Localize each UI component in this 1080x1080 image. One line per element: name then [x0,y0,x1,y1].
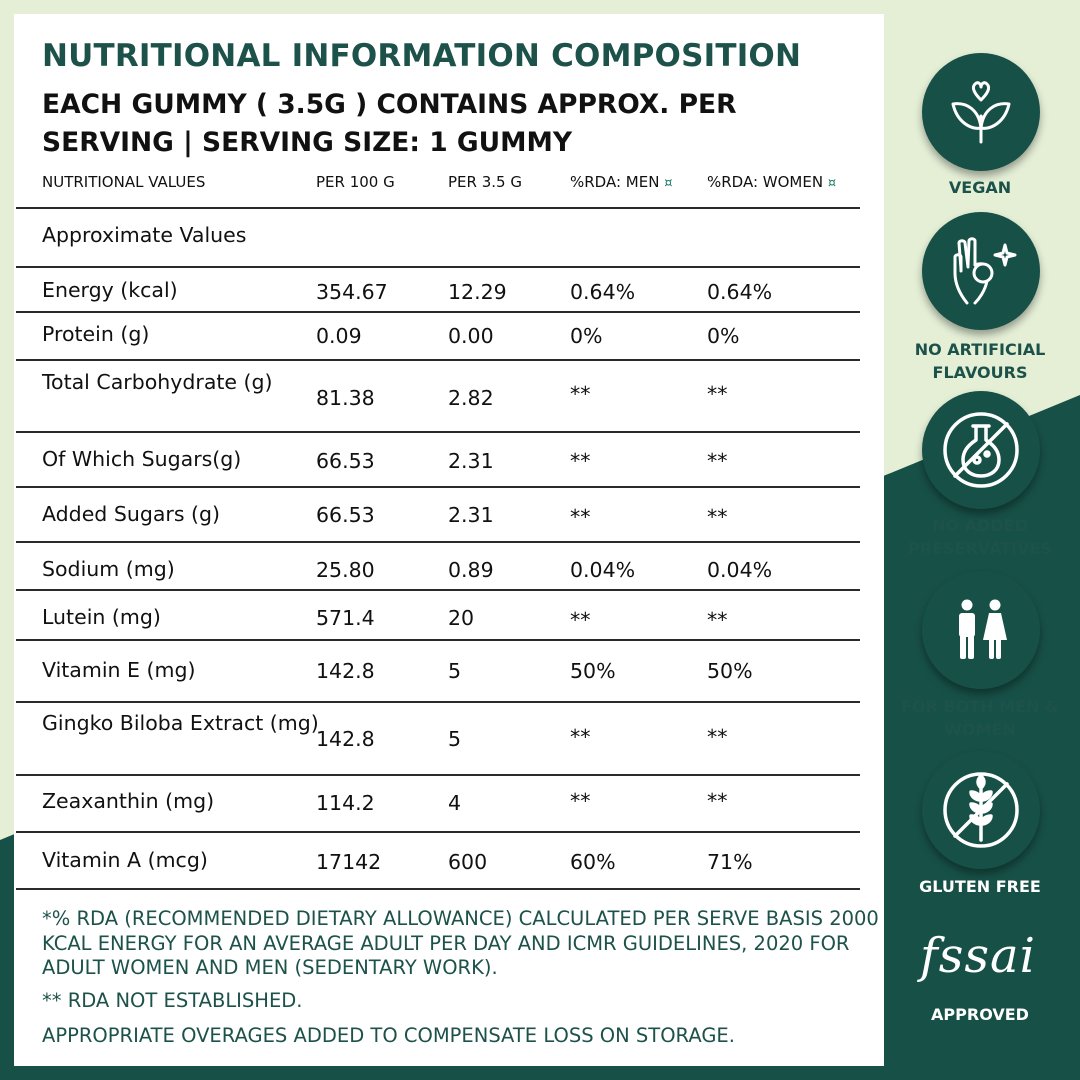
row-vitamin-e-name: Vitamin E (mg) [42,658,196,682]
row-added-sugars-rda-men: ** [570,505,591,529]
badge-vegan [922,53,1040,171]
rda-marker-icon: ¤ [664,176,673,191]
row-vitamin-a-rda-men: 60% [570,850,616,874]
row-gingko-rda-men: ** [570,725,591,749]
column-header-nutritional-values: NUTRITIONAL VALUES [42,173,206,191]
row-carbohydrate-name: Total Carbohydrate (g) [42,370,273,394]
row-zeaxanthin-per35: 4 [448,791,462,815]
row-sugars-rda-women: ** [707,449,728,473]
row-sugars-per35: 2.31 [448,449,494,473]
footnote-rda: *% RDA (RECOMMENDED DIETARY ALLOWANCE) CALCULATED PER SERVE BASIS 2000 KCAL ENERGY FOR AN AVERAGE ADULT PER DAY AND ICMR GUIDELINES, 2020 FOR ADULT WOMEN AND MEN (SEDENTARY WORK). [42,907,879,979]
table-divider [16,701,860,703]
table-divider [16,486,860,488]
column-header-rda-women-label: %RDA: WOMEN [707,173,824,191]
badge-no-added-preservatives-label: NO ADDED PRESERVATIVES [908,516,1052,558]
column-header-rda-men [570,173,672,191]
table-divider [16,541,860,543]
row-protein-name: Protein (g) [42,322,150,346]
table-divider [16,431,860,433]
row-protein-per35: 0.00 [448,324,494,348]
column-header-rda-men-label: %RDA: MEN [570,173,660,191]
ok-hand-sparkle-icon [939,229,1023,313]
badge-no-added-preservatives [922,391,1040,509]
row-protein-per100: 0.09 [316,324,362,348]
row-vitamin-e-rda-men: 50% [570,659,616,683]
row-vitamin-a-per35: 600 [448,850,488,874]
row-protein-rda-women: 0% [707,324,740,348]
table-divider [16,831,860,833]
row-zeaxanthin-rda-men: ** [570,789,591,813]
row-vitamin-e-rda-women: 50% [707,659,753,683]
row-carbohydrate-per100: 81.38 [316,386,375,410]
badge-no-artificial-flavours [922,212,1040,330]
row-energy-per35: 12.29 [448,280,507,304]
row-carbohydrate-rda-women: ** [707,382,728,406]
table-divider [16,589,860,591]
row-gingko-rda-women: ** [707,725,728,749]
no-flask-icon [939,408,1023,492]
fssai-logo: fssai [920,928,1036,984]
row-sodium-per35: 0.89 [448,558,494,582]
row-protein-rda-men: 0% [570,324,603,348]
table-divider [16,639,860,641]
fssai-approved-label: APPROVED [931,1005,1029,1024]
table-divider [16,774,860,776]
table-divider [16,359,860,361]
row-gingko-per100: 142.8 [316,727,375,751]
row-vitamin-e-per35: 5 [448,659,462,683]
row-sodium-name: Sodium (mg) [42,557,175,581]
row-sugars-per100: 66.53 [316,449,375,473]
row-energy-rda-women: 0.64% [707,280,773,304]
rda-marker-icon: ¤ [827,176,837,191]
row-added-sugars-per35: 2.31 [448,503,494,527]
row-sodium-rda-men: 0.04% [570,558,636,582]
footnote-not-established: ** RDA NOT ESTABLISHED. [42,989,303,1012]
badge-for-both-men-women-label: FOR BOTH MEN & WOMEN [901,697,1059,739]
row-energy-rda-men: 0.64% [570,280,636,304]
row-zeaxanthin-rda-women: ** [707,789,728,813]
row-zeaxanthin-per100: 114.2 [316,791,375,815]
man-woman-icon [939,588,1023,672]
row-sugars-rda-men: ** [570,449,591,473]
row-vitamin-a-per100: 17142 [316,850,382,874]
table-divider [16,888,860,890]
badge-vegan-label: VEGAN [948,178,1012,197]
page-subtitle: EACH GUMMY ( 3.5G ) CONTAINS APPROX. PER SERVING | SERVING SIZE: 1 GUMMY [42,89,737,158]
table-divider [16,311,860,313]
row-vitamin-e-per100: 142.8 [316,659,375,683]
vegan-leaf-heart-icon [939,70,1023,154]
column-header-rda-women [707,173,836,191]
row-lutein-rda-women: ** [707,608,728,632]
table-section-label: Approximate Values [42,223,247,247]
badge-gluten-free [922,751,1040,869]
row-carbohydrate-per35: 2.82 [448,386,494,410]
column-header-per-100g: PER 100 G [316,173,395,191]
row-carbohydrate-rda-men: ** [570,382,591,406]
row-gingko-name: Gingko Biloba Extract (mg) [42,711,319,735]
row-gingko-per35: 5 [448,727,462,751]
table-divider [16,266,860,268]
no-wheat-icon [939,768,1023,852]
badge-gluten-free-label: GLUTEN FREE [919,877,1041,896]
row-added-sugars-per100: 66.53 [316,503,375,527]
row-lutein-rda-men: ** [570,608,591,632]
footnote-overages: APPROPRIATE OVERAGES ADDED TO COMPENSATE LOSS ON STORAGE. [42,1024,735,1047]
row-energy-name: Energy (kcal) [42,278,178,302]
row-vitamin-a-name: Vitamin A (mcg) [42,848,208,872]
row-lutein-per100: 571.4 [316,606,375,630]
table-divider [16,207,860,209]
row-added-sugars-rda-women: ** [707,505,728,529]
row-added-sugars-name: Added Sugars (g) [42,502,221,526]
page-title: NUTRITIONAL INFORMATION COMPOSITION [42,38,802,74]
row-energy-per100: 354.67 [316,280,388,304]
row-sodium-per100: 25.80 [316,558,375,582]
row-vitamin-a-rda-women: 71% [707,850,753,874]
row-lutein-name: Lutein (mg) [42,605,161,629]
row-sodium-rda-women: 0.04% [707,558,773,582]
row-sugars-name: Of Which Sugars(g) [42,447,242,471]
row-zeaxanthin-name: Zeaxanthin (mg) [42,789,215,813]
badge-for-both-men-women [922,571,1040,689]
badge-no-artificial-flavours-label: NO ARTIFICIAL FLAVOURS [914,340,1046,382]
row-lutein-per35: 20 [448,606,475,630]
column-header-per-3-5g: PER 3.5 G [448,173,522,191]
